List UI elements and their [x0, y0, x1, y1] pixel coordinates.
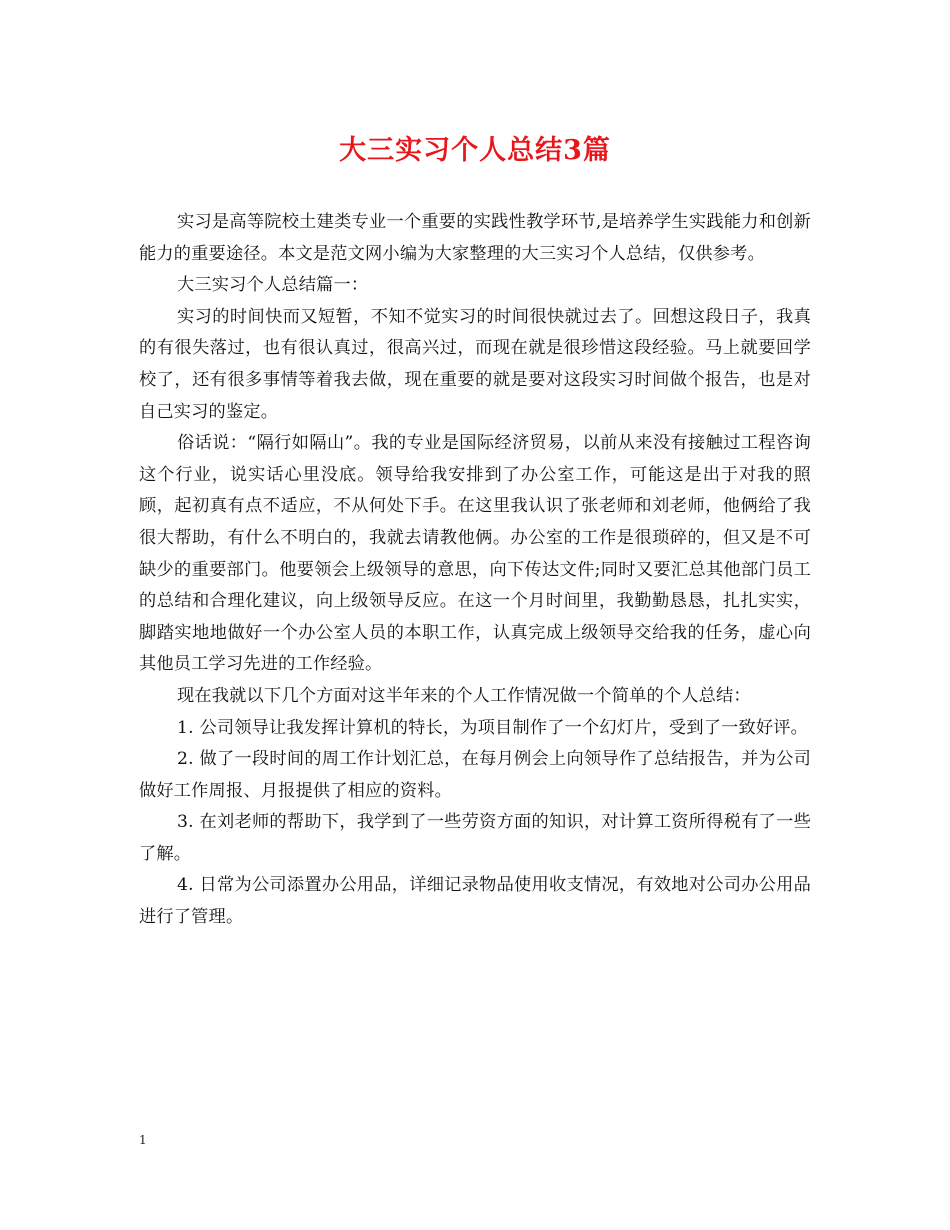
list-item: 2. 做了一段时间的周工作计划汇总，在每月例会上向领导作了总结报告，并为公司做好工作周报、月报提供了相应的资料。	[139, 749, 811, 801]
document-title: 大三实习个人总结3篇	[339, 135, 611, 166]
list-item: 4. 日常为公司添置办公用品，详细记录物品使用收支情况，有效地对公司办公用品进行了管理。	[139, 875, 811, 928]
body-paragraph: 现在我就以下几个方面对这半年来的个人工作情况做一个简单的个人总结：	[177, 685, 751, 706]
intro-paragraph: 实习是高等院校土建类专业一个重要的实践性教学环节,是培养学生实践能力和创新能力的重要途径。本文是范文网小编为大家整理的大三实习个人总结，仅供参考。	[139, 212, 811, 264]
page-number: 1	[139, 1133, 147, 1147]
list-item: 1. 公司领导让我发挥计算机的特长，为项目制作了一个幻灯片，受到了一致好评。	[177, 717, 809, 738]
document-body	[139, 207, 811, 934]
body-paragraph: 俗话说：“隔行如隔山”。我的专业是国际经济贸易，以前从来没有接触过工程咨询这个行业，说实话心里没底。领导给我安排到了办公室工作，可能这是出于对我的照顾，起初真有点不适应，不从何处下手。在这里我认识了张老师和刘老师，他俩给了我很大帮助，有什么不明白的，我就去请教他俩。办公室的工作是很琐碎的，但又是不可缺少的重要部门。他要领会上级领导的意思，向下传达文件;同时又要汇总其他部门员工的总结和合理化建议，向上级领导反应。在这一个月时间里，我勤勤恳恳，扎扎实实，脚踏实地地做好一个办公室人员的本职工作，认真完成上级领导交给我的任务，虚心向其他员工学习先进的工作经验。	[139, 433, 811, 675]
body-paragraph: 实习的时间快而又短暂，不知不觉实习的时间很快就过去了。回想这段日子，我真的有很失落过，也有很认真过，很高兴过，而现在就是很珍惜这段经验。马上就要回学校了，还有很多事情等着我去做，现在重要的就是要对这段实习时间做个报告，也是对自己实习的鉴定。	[139, 306, 811, 422]
section-heading: 大三实习个人总结篇一：	[177, 275, 369, 296]
list-item: 3. 在刘老师的帮助下，我学到了一些劳资方面的知识，对计算工资所得税有了一些了解。	[139, 812, 811, 864]
